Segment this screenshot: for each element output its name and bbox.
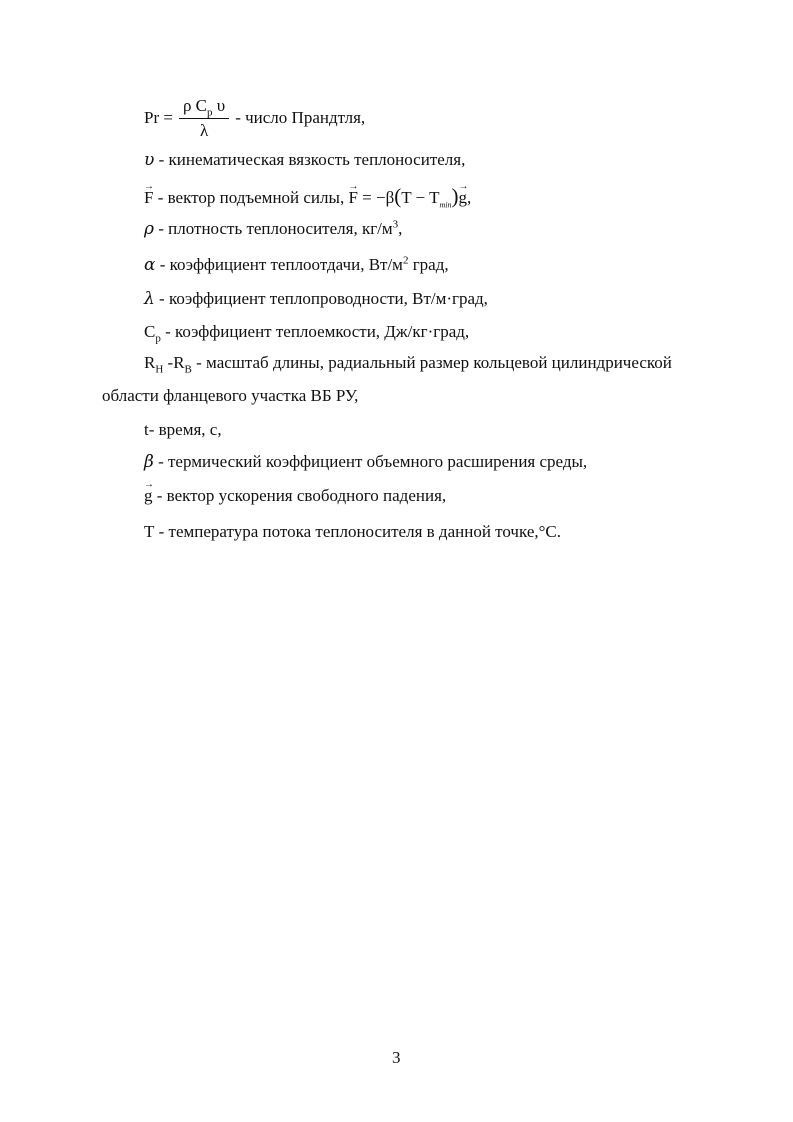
conductivity-symbol: λ: [144, 289, 155, 309]
viscosity-symbol: υ: [144, 150, 155, 170]
prandtl-numerator: ρ $C_p$ υ: [179, 95, 229, 119]
temperature-definition: Т - температура потока теплоносителя в данной точке,°С.: [144, 522, 561, 541]
gravity-definition: [144, 486, 446, 506]
viscosity-text: - кинематическая вязкость теплоносителя,: [158, 150, 466, 169]
heat-transfer-text: - коэффициент теплоотдачи, $Вт/м^2$ град,: [159, 254, 449, 274]
force-text: - вектор подъемной силы,: [157, 188, 345, 207]
gravity-text: - вектор ускорения свободного падения,: [156, 486, 447, 505]
density-symbol: ρ: [144, 219, 154, 239]
expansion-symbol: β: [144, 452, 154, 472]
length-scale-symbol: $R_Н$ $-R_В$: [144, 353, 192, 376]
force-symbol: → F: [144, 188, 153, 208]
heat-transfer-definition: [144, 255, 449, 275]
expansion-definition: [144, 452, 587, 472]
heat-capacity-symbol: $C_p$: [144, 322, 161, 345]
heat-capacity-text: - коэффициент теплоемкости, Дж/кг·град,: [165, 322, 470, 341]
force-formula: → $F = -\beta(T - T_{min})\to g$,: [348, 188, 471, 207]
length-scale-text: - масштаб длины, радиальный размер кольцевой цилиндрической: [196, 353, 672, 372]
gravity-symbol: → g: [144, 486, 153, 506]
expansion-text: - термический коэффициент объемного расширения среды,: [158, 452, 588, 471]
page-number: 3: [392, 1048, 401, 1067]
length-scale-definition: [144, 353, 672, 376]
conductivity-text: - коэффициент теплопроводности, Вт/м·град,: [159, 289, 488, 308]
viscosity-definition: [144, 150, 465, 170]
prandtl-denominator: λ: [199, 121, 209, 141]
heat-transfer-symbol: α: [144, 255, 156, 275]
density-text: - плотность теплоносителя, $кг/м^3$,: [158, 218, 403, 238]
prandtl-lhs: Pr =: [144, 108, 173, 127]
conductivity-definition: [144, 289, 488, 309]
prandtl-definition: [144, 95, 365, 143]
time-definition: t- время, с,: [144, 420, 222, 439]
length-scale-continuation: области фланцевого участка ВБ РУ,: [102, 386, 359, 405]
prandtl-fraction: [179, 95, 229, 143]
prandtl-description: - число Прандтля,: [235, 108, 366, 127]
heat-capacity-definition: [144, 322, 470, 345]
force-definition: [144, 186, 471, 208]
density-definition: [144, 219, 402, 239]
